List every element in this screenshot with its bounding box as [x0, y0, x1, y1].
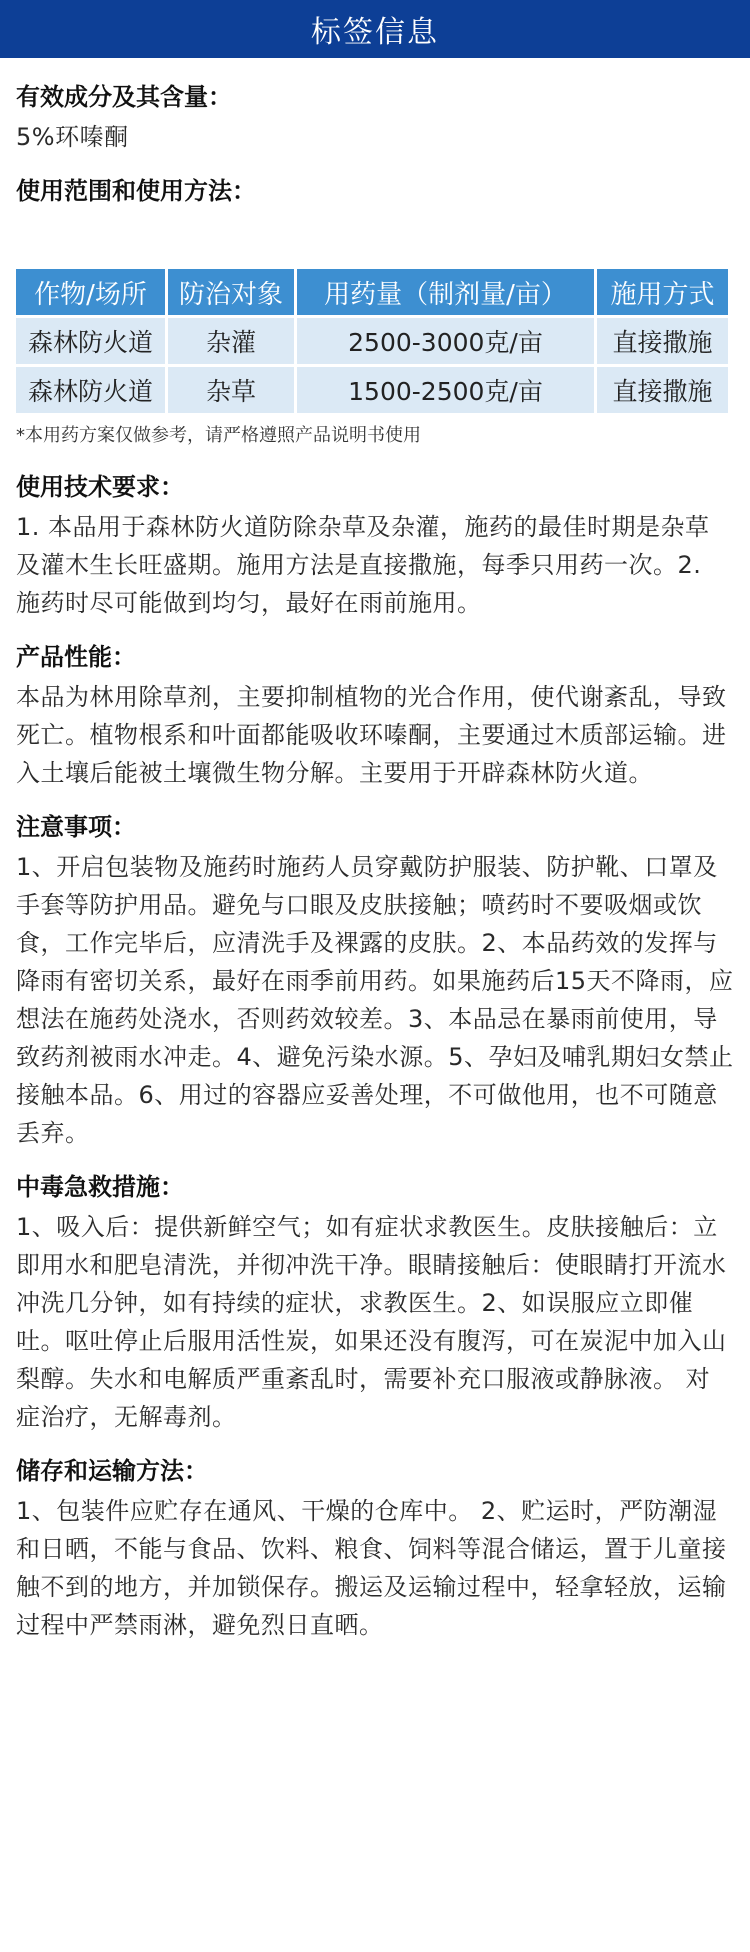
usage-section — [16, 174, 734, 450]
firstaid-section — [16, 1170, 734, 1436]
performance-section — [16, 640, 734, 792]
column-header: 用药量（制剂量/亩） — [297, 269, 594, 315]
performance-title: 产品性能： — [16, 643, 136, 671]
tech-section — [16, 470, 734, 622]
usage-table — [13, 266, 731, 416]
caution-section — [16, 810, 734, 1152]
table-header-row — [16, 269, 728, 315]
table-cell: 森林防火道 — [16, 367, 165, 413]
label-content — [0, 58, 750, 1644]
table-row — [16, 318, 728, 364]
table-cell: 森林防火道 — [16, 318, 165, 364]
usage-title: 使用范围和使用方法： — [16, 177, 256, 205]
firstaid-title: 中毒急救措施： — [16, 1173, 184, 1201]
caution-title: 注意事项： — [16, 813, 136, 841]
column-header: 施用方式 — [597, 269, 728, 315]
tech-body: 1. 本品用于森林防火道防除杂草及杂灌，施药的最佳时期是杂草及灌木生长旺盛期。施用方法是直接撒施，每季只用药一次。2. 施药时尽可能做到均匀，最好在雨前施用。 — [16, 513, 710, 617]
storage-title: 储存和运输方法： — [16, 1457, 208, 1485]
column-header: 防治对象 — [168, 269, 294, 315]
table-row — [16, 367, 728, 413]
firstaid-body: 1、吸入后：提供新鲜空气；如有症状求教医生。皮肤接触后：立即用水和肥皂清洗，并彻冲洗干净。眼睛接触后：使眼睛打开流水冲洗几分钟，如有持续的症状，求教医生。2、如误服应立即催吐。呕吐停止后服用活性炭，如果还没有腹泻，可在炭泥中加入山梨醇。失水和电解质严重紊乱时，需要补充口服液或静脉液。 对症治疗，无解毒剂。 — [16, 1213, 727, 1431]
page-title: 标签信息 — [311, 15, 439, 50]
tech-title: 使用技术要求： — [16, 473, 184, 501]
ingredient-value: 5%环嗪酮 — [16, 123, 129, 151]
table-cell: 1500-2500克/亩 — [297, 367, 594, 413]
table-cell: 杂灌 — [168, 318, 294, 364]
storage-section — [16, 1454, 734, 1644]
table-cell: 杂草 — [168, 367, 294, 413]
usage-note: *本用药方案仅做参考，请严格遵照产品说明书使用 — [16, 425, 421, 446]
table-cell: 2500-3000克/亩 — [297, 318, 594, 364]
table-cell: 直接撒施 — [597, 367, 728, 413]
ingredient-title: 有效成分及其含量： — [16, 83, 232, 111]
ingredient-section — [16, 80, 734, 156]
performance-body: 本品为林用除草剂，主要抑制植物的光合作用，使代谢紊乱，导致死亡。植物根系和叶面都能吸收环嗪酮，主要通过木质部运输。进入土壤后能被土壤微生物分解。主要用于开辟森林防火道。 — [16, 683, 727, 787]
table-cell: 直接撒施 — [597, 318, 728, 364]
storage-body: 1、包装件应贮存在通风、干燥的仓库中。 2、贮运时，严防潮湿和日晒，不能与食品、饮料、粮食、饲料等混合储运，置于儿童接触不到的地方，并加锁保存。搬运及运输过程中，轻拿轻放，运输过程中严禁雨淋，避免烈日直晒。 — [16, 1497, 727, 1639]
caution-body: 1、开启包装物及施药时施药人员穿戴防护服装、防护靴、口罩及手套等防护用品。避免与口眼及皮肤接触；喷药时不要吸烟或饮食，工作完毕后，应清洗手及裸露的皮肤。2、本品药效的发挥与降雨有密切关系，最好在雨季前用药。如果施药后15天不降雨，应想法在施药处浇水，否则药效较差。3、本品忌在暴雨前使用，导致药剂被雨水冲走。4、避免污染水源。5、孕妇及哺乳期妇女禁止接触本品。6、用过的容器应妥善处理，不可做他用，也不可随意丢弃。 — [16, 853, 734, 1147]
column-header: 作物/场所 — [16, 269, 165, 315]
header-bar — [0, 0, 750, 58]
